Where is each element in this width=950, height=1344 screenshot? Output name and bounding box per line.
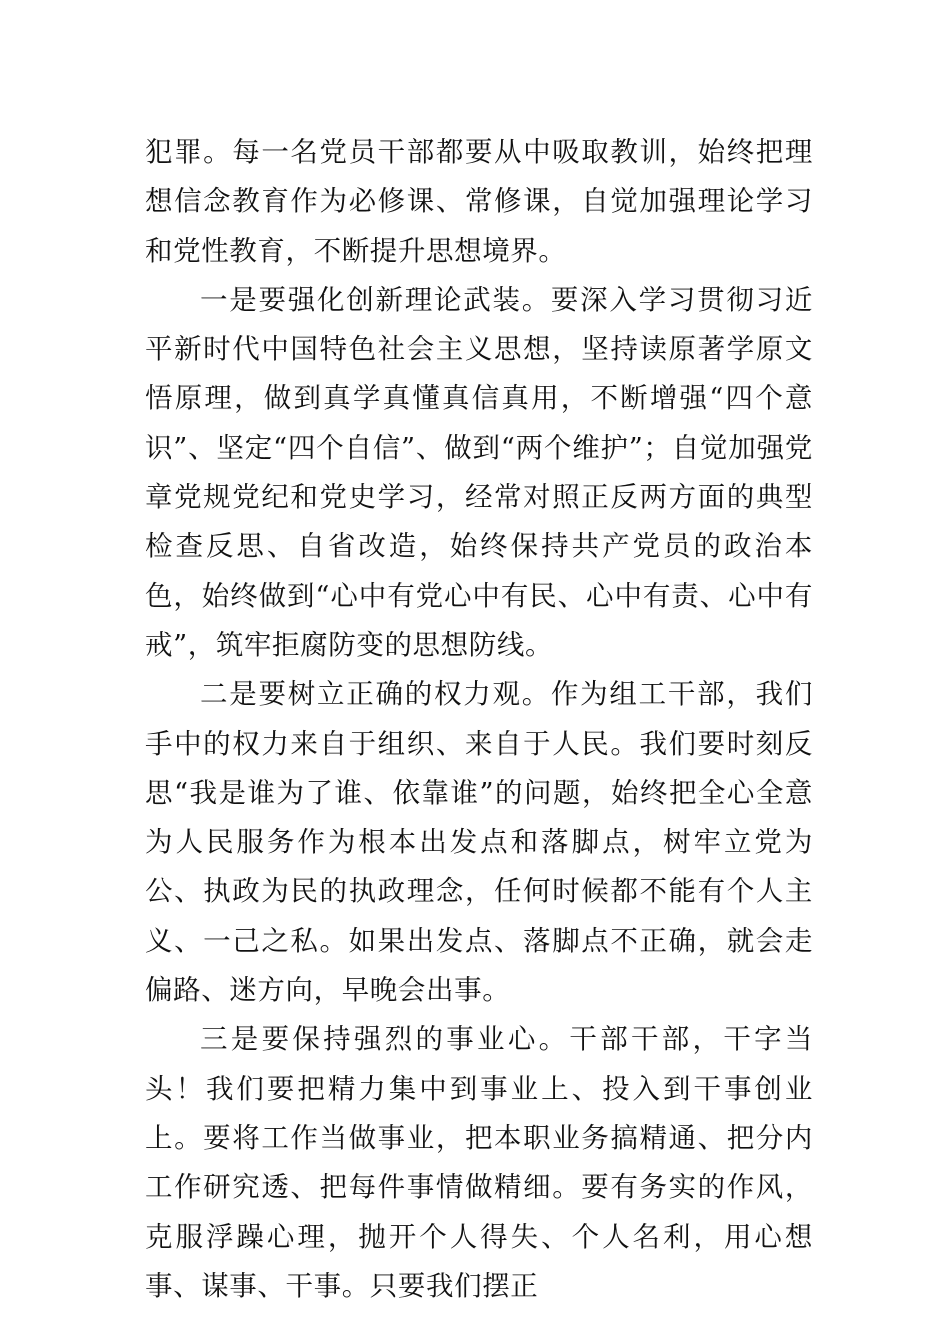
- document-body: [145, 128, 813, 1311]
- paragraph-intro-continued: 犯罪。每一名党员干部都要从中吸取教训，始终把理想信念教育作为必修课、常修课，自觉加强理论学习和党性教育，不断提升思想境界。: [145, 136, 813, 267]
- paragraph-point-two: 二是要树立正确的权力观。作为组工干部，我们手中的权力来自于组织、来自于人民。我们要时刻反思“我是谁为了谁、依靠谁”的问题，始终把全心全意为人民服务作为根本出发点和落脚点，树牢立党为公、执政为民的执政理念，任何时候都不能有个人主义、一己之私。如果出发点、落脚点不正确，就会走偏路、迷方向，早晚会出事。: [145, 678, 813, 1007]
- paragraph-point-one: 一是要强化创新理论武装。要深入学习贯彻习近平新时代中国特色社会主义思想，坚持读原著学原文悟原理，做到真学真懂真信真用，不断增强“四个意识”、坚定“四个自信”、做到“两个维护”；自觉加强党章党规党纪和党史学习，经常对照正反两方面的典型检查反思、自省改造，始终保持共产党员的政治本色，始终做到“心中有党心中有民、心中有责、心中有戒”，筑牢拒腐防变的思想防线。: [145, 283, 813, 661]
- paragraph-point-three: 三是要保持强烈的事业心。干部干部，干字当头！我们要把精力集中到事业上、投入到干事创业上。要将工作当做事业，把本职业务搞精通、把分内工作研究透、把每件事情做精细。要有务实的作风，克服浮躁心理，抛开个人得失、个人名利，用心想事、谋事、干事。只要我们摆正: [145, 1023, 813, 1302]
